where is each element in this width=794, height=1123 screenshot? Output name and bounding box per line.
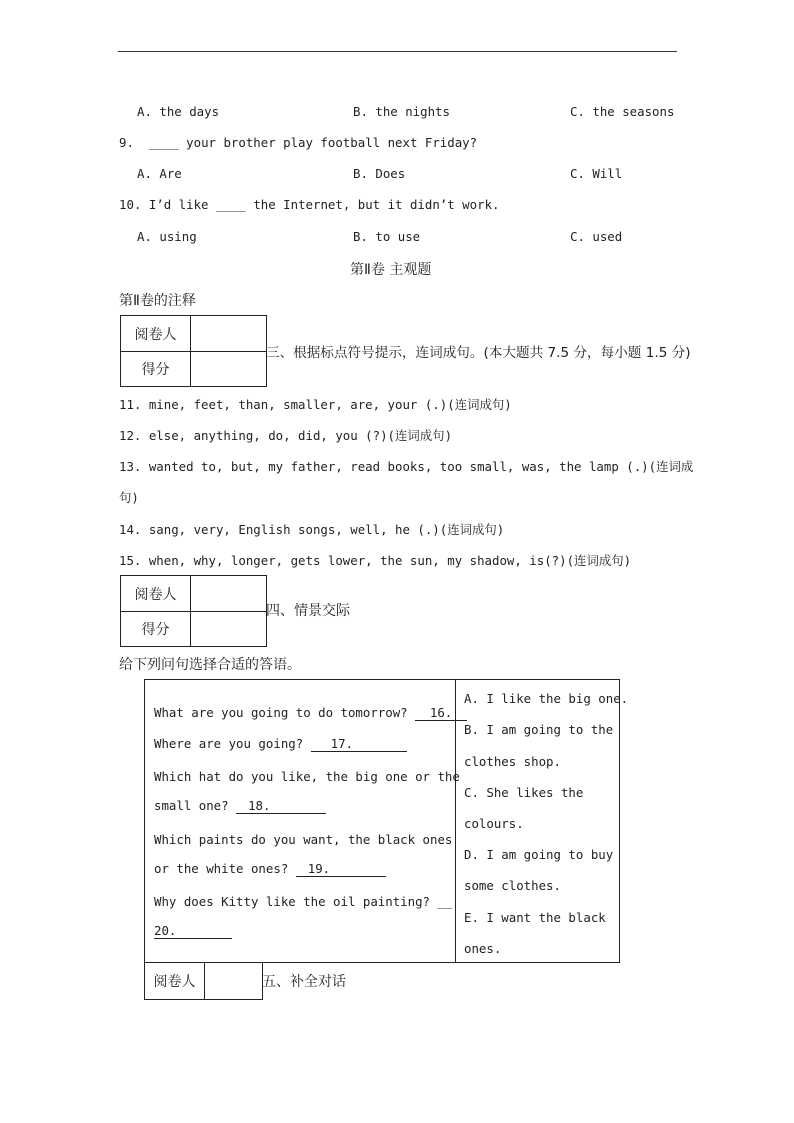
question-19-line2 bbox=[154, 861, 386, 877]
answer-c-line1: C. She likes the bbox=[464, 785, 584, 800]
question-19-line1: Which paints do you want, the black ones bbox=[154, 832, 453, 847]
question-number: 9. bbox=[119, 135, 134, 150]
grader-label: 阅卷人 bbox=[121, 576, 191, 612]
question-17 bbox=[154, 736, 407, 752]
grader-cell bbox=[205, 963, 263, 1000]
question-text: small one? bbox=[154, 798, 237, 813]
q9-option-a: A. Are bbox=[137, 166, 182, 181]
q9-option-b: B. Does bbox=[353, 166, 406, 181]
question-13: 13. wanted to, but, my father, read books, too small, was, the lamp (.)(连词成 bbox=[119, 459, 694, 474]
grader-label: 阅卷人 bbox=[121, 316, 191, 352]
question-10 bbox=[119, 197, 500, 212]
grader-label: 阅卷人 bbox=[145, 963, 205, 1000]
answer-blank-16: 16. bbox=[415, 705, 467, 721]
question-text: your brother play football next Friday? bbox=[186, 135, 478, 150]
q10-option-c: C. used bbox=[570, 229, 623, 244]
answer-c-line2: colours. bbox=[464, 816, 524, 831]
question-18-line2 bbox=[154, 798, 326, 814]
answer-blank-19: 19. bbox=[296, 861, 386, 877]
answer-d-line2: some clothes. bbox=[464, 878, 561, 893]
answer-a: A. I like the big one. bbox=[464, 691, 629, 706]
part2-note: 第Ⅱ卷的注释 bbox=[119, 293, 196, 309]
answer-blank-18: 18. bbox=[236, 798, 326, 814]
answer-d-line1: D. I am going to buy bbox=[464, 847, 614, 862]
question-16 bbox=[154, 705, 467, 721]
question-13-continued: 句) bbox=[119, 490, 139, 505]
answer-b-line2: clothes shop. bbox=[464, 754, 561, 769]
section4-instruction: 给下列问句选择合适的答语。 bbox=[119, 657, 301, 673]
score-cell bbox=[191, 352, 267, 387]
score-box bbox=[144, 962, 263, 1000]
q9-option-c: C. Will bbox=[570, 166, 623, 181]
question-12: 12. else, anything, do, did, you (?)(连词成句) bbox=[119, 428, 453, 443]
section5-title: 五、补全对话 bbox=[262, 974, 346, 990]
score-box bbox=[120, 315, 267, 387]
question-9 bbox=[119, 135, 477, 150]
question-text: Where are you going? bbox=[154, 736, 311, 751]
q10-option-b: B. to use bbox=[353, 229, 421, 244]
question-14: 14. sang, very, English songs, well, he (.)(连词成句) bbox=[119, 522, 505, 537]
q8-option-b: B. the nights bbox=[353, 104, 450, 119]
score-cell bbox=[191, 612, 267, 647]
answer-blank: ____ bbox=[148, 135, 179, 150]
answer-b-line1: B. I am going to the bbox=[464, 722, 614, 737]
column-divider bbox=[455, 680, 456, 962]
score-box bbox=[120, 575, 267, 647]
answer-blank-20: 20. bbox=[154, 923, 232, 939]
section3-title: 三、根据标点符号提示，连词成句。(本大题共 7.5 分，每小题 1.5 分) bbox=[266, 345, 691, 361]
question-18-line1: Which hat do you like, the big one or the bbox=[154, 769, 460, 784]
question-text: What are you going to do tomorrow? bbox=[154, 705, 416, 720]
grader-cell bbox=[191, 316, 267, 352]
grader-cell bbox=[191, 576, 267, 612]
part2-title: 第Ⅱ卷 主观题 bbox=[350, 262, 432, 278]
question-15: 15. when, why, longer, gets lower, the sun, my shadow, is(?)(连词成句) bbox=[119, 553, 632, 568]
question-text-after: the Internet, but it didn’t work. bbox=[253, 197, 500, 212]
header-rule bbox=[118, 51, 677, 52]
question-20-line1: Why does Kitty like the oil painting? __ bbox=[154, 894, 453, 909]
answer-e-line2: ones. bbox=[464, 941, 502, 956]
question-text: or the white ones? bbox=[154, 861, 296, 876]
question-20-line2 bbox=[154, 923, 232, 939]
q8-option-c: C. the seasons bbox=[570, 104, 675, 119]
question-text-before: 10. I’d like bbox=[119, 197, 209, 212]
q8-option-a: A. the days bbox=[137, 104, 220, 119]
score-label: 得分 bbox=[121, 612, 191, 647]
score-label: 得分 bbox=[121, 352, 191, 387]
q10-option-a: A. using bbox=[137, 229, 197, 244]
question-11: 11. mine, feet, than, smaller, are, your (.)(连词成句) bbox=[119, 397, 512, 412]
matching-table bbox=[144, 679, 629, 963]
answer-blank: ____ bbox=[216, 197, 246, 212]
section4-title: 四、情景交际 bbox=[266, 603, 350, 619]
answer-blank-17: 17. bbox=[311, 736, 407, 752]
answer-e-line1: E. I want the black bbox=[464, 910, 606, 925]
